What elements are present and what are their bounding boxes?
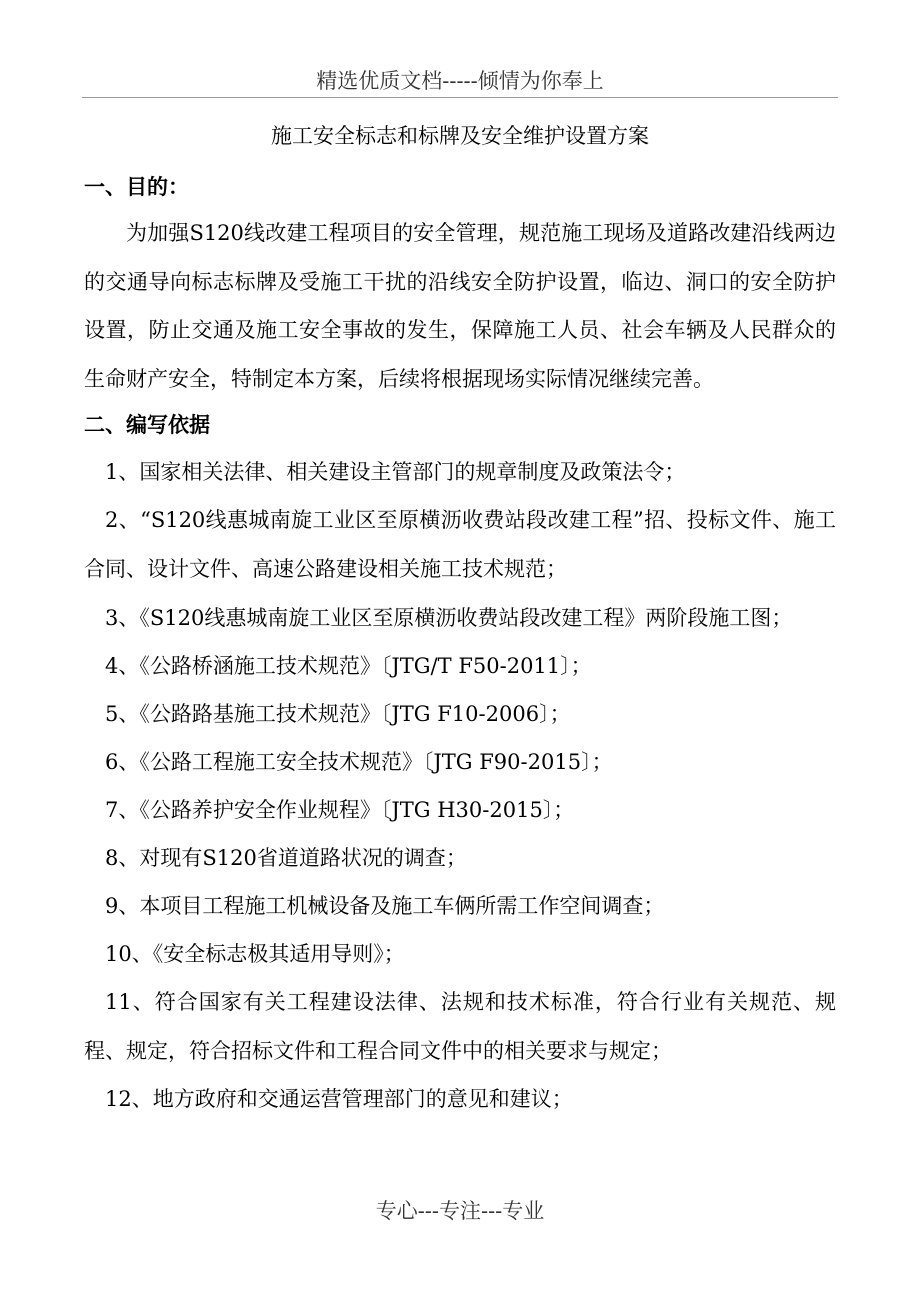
basis-item-1: 1、国家相关法律、相关建设主管部门的规章制度及政策法令； (105, 460, 686, 484)
basis-item-5: 5、《公路路基施工技术规范》〔JTG F10-2006〕； (105, 702, 571, 726)
basis-item-6: 6、《公路工程施工安全技术规范》〔JTG F90-2015〕； (105, 750, 613, 774)
section-heading-basis: 二、编写依据 (84, 413, 210, 437)
page-header: 精选优质文档-----倾情为你奉上 (316, 69, 604, 93)
basis-item-12: 12、地方政府和交通运营管理部门的意见和建议； (105, 1087, 573, 1111)
document-title: 施工安全标志和标牌及安全维护设置方案 (271, 124, 649, 148)
page-footer: 专心---专注---专业 (375, 1199, 545, 1223)
basis-item-4: 4、《公路桥涵施工技术规范》〔JTG/T F50-2011〕； (105, 654, 592, 678)
basis-item-10: 10、《安全标志极其适用导则》； (105, 942, 405, 966)
basis-item-2: 2、“S120线惠城南旋工业区至原横沥收费站段改建工程”招、投标文件、施工合同、设计文件、高速公路建设相关施工技术规范； (84, 508, 836, 581)
basis-item-9: 9、本项目工程施工机械设备及施工车俩所需工作空间调查； (105, 894, 665, 918)
basis-item-8: 8、对现有S120省道道路状况的调查； (105, 846, 467, 870)
purpose-paragraph: 为加强S120线改建工程项目的安全管理，规范施工现场及道路改建沿线两边的交通导向标志标牌及受施工干扰的沿线安全防护设置，临边、洞口的安全防护设置，防止交通及施工安全事故的发生，保障施工人员、社会车辆及人民群众的生命财产安全，特制定本方案，后续将根据现场实际情况继续完善。 (84, 221, 836, 391)
basis-item-3: 3、《S120线惠城南旋工业区至原横沥收费站段改建工程》两阶段施工图； (105, 606, 793, 630)
section-heading-purpose: 一、目的： (84, 175, 189, 199)
basis-item-11: 11、符合国家有关工程建设法律、法规和技术标准，符合行业有关规范、规程、规定，符合招标文件和工程合同文件中的相关要求与规定； (84, 990, 836, 1063)
basis-item-7: 7、《公路养护安全作业规程》〔JTG H30-2015〕； (105, 798, 575, 822)
header-divider (82, 97, 838, 98)
